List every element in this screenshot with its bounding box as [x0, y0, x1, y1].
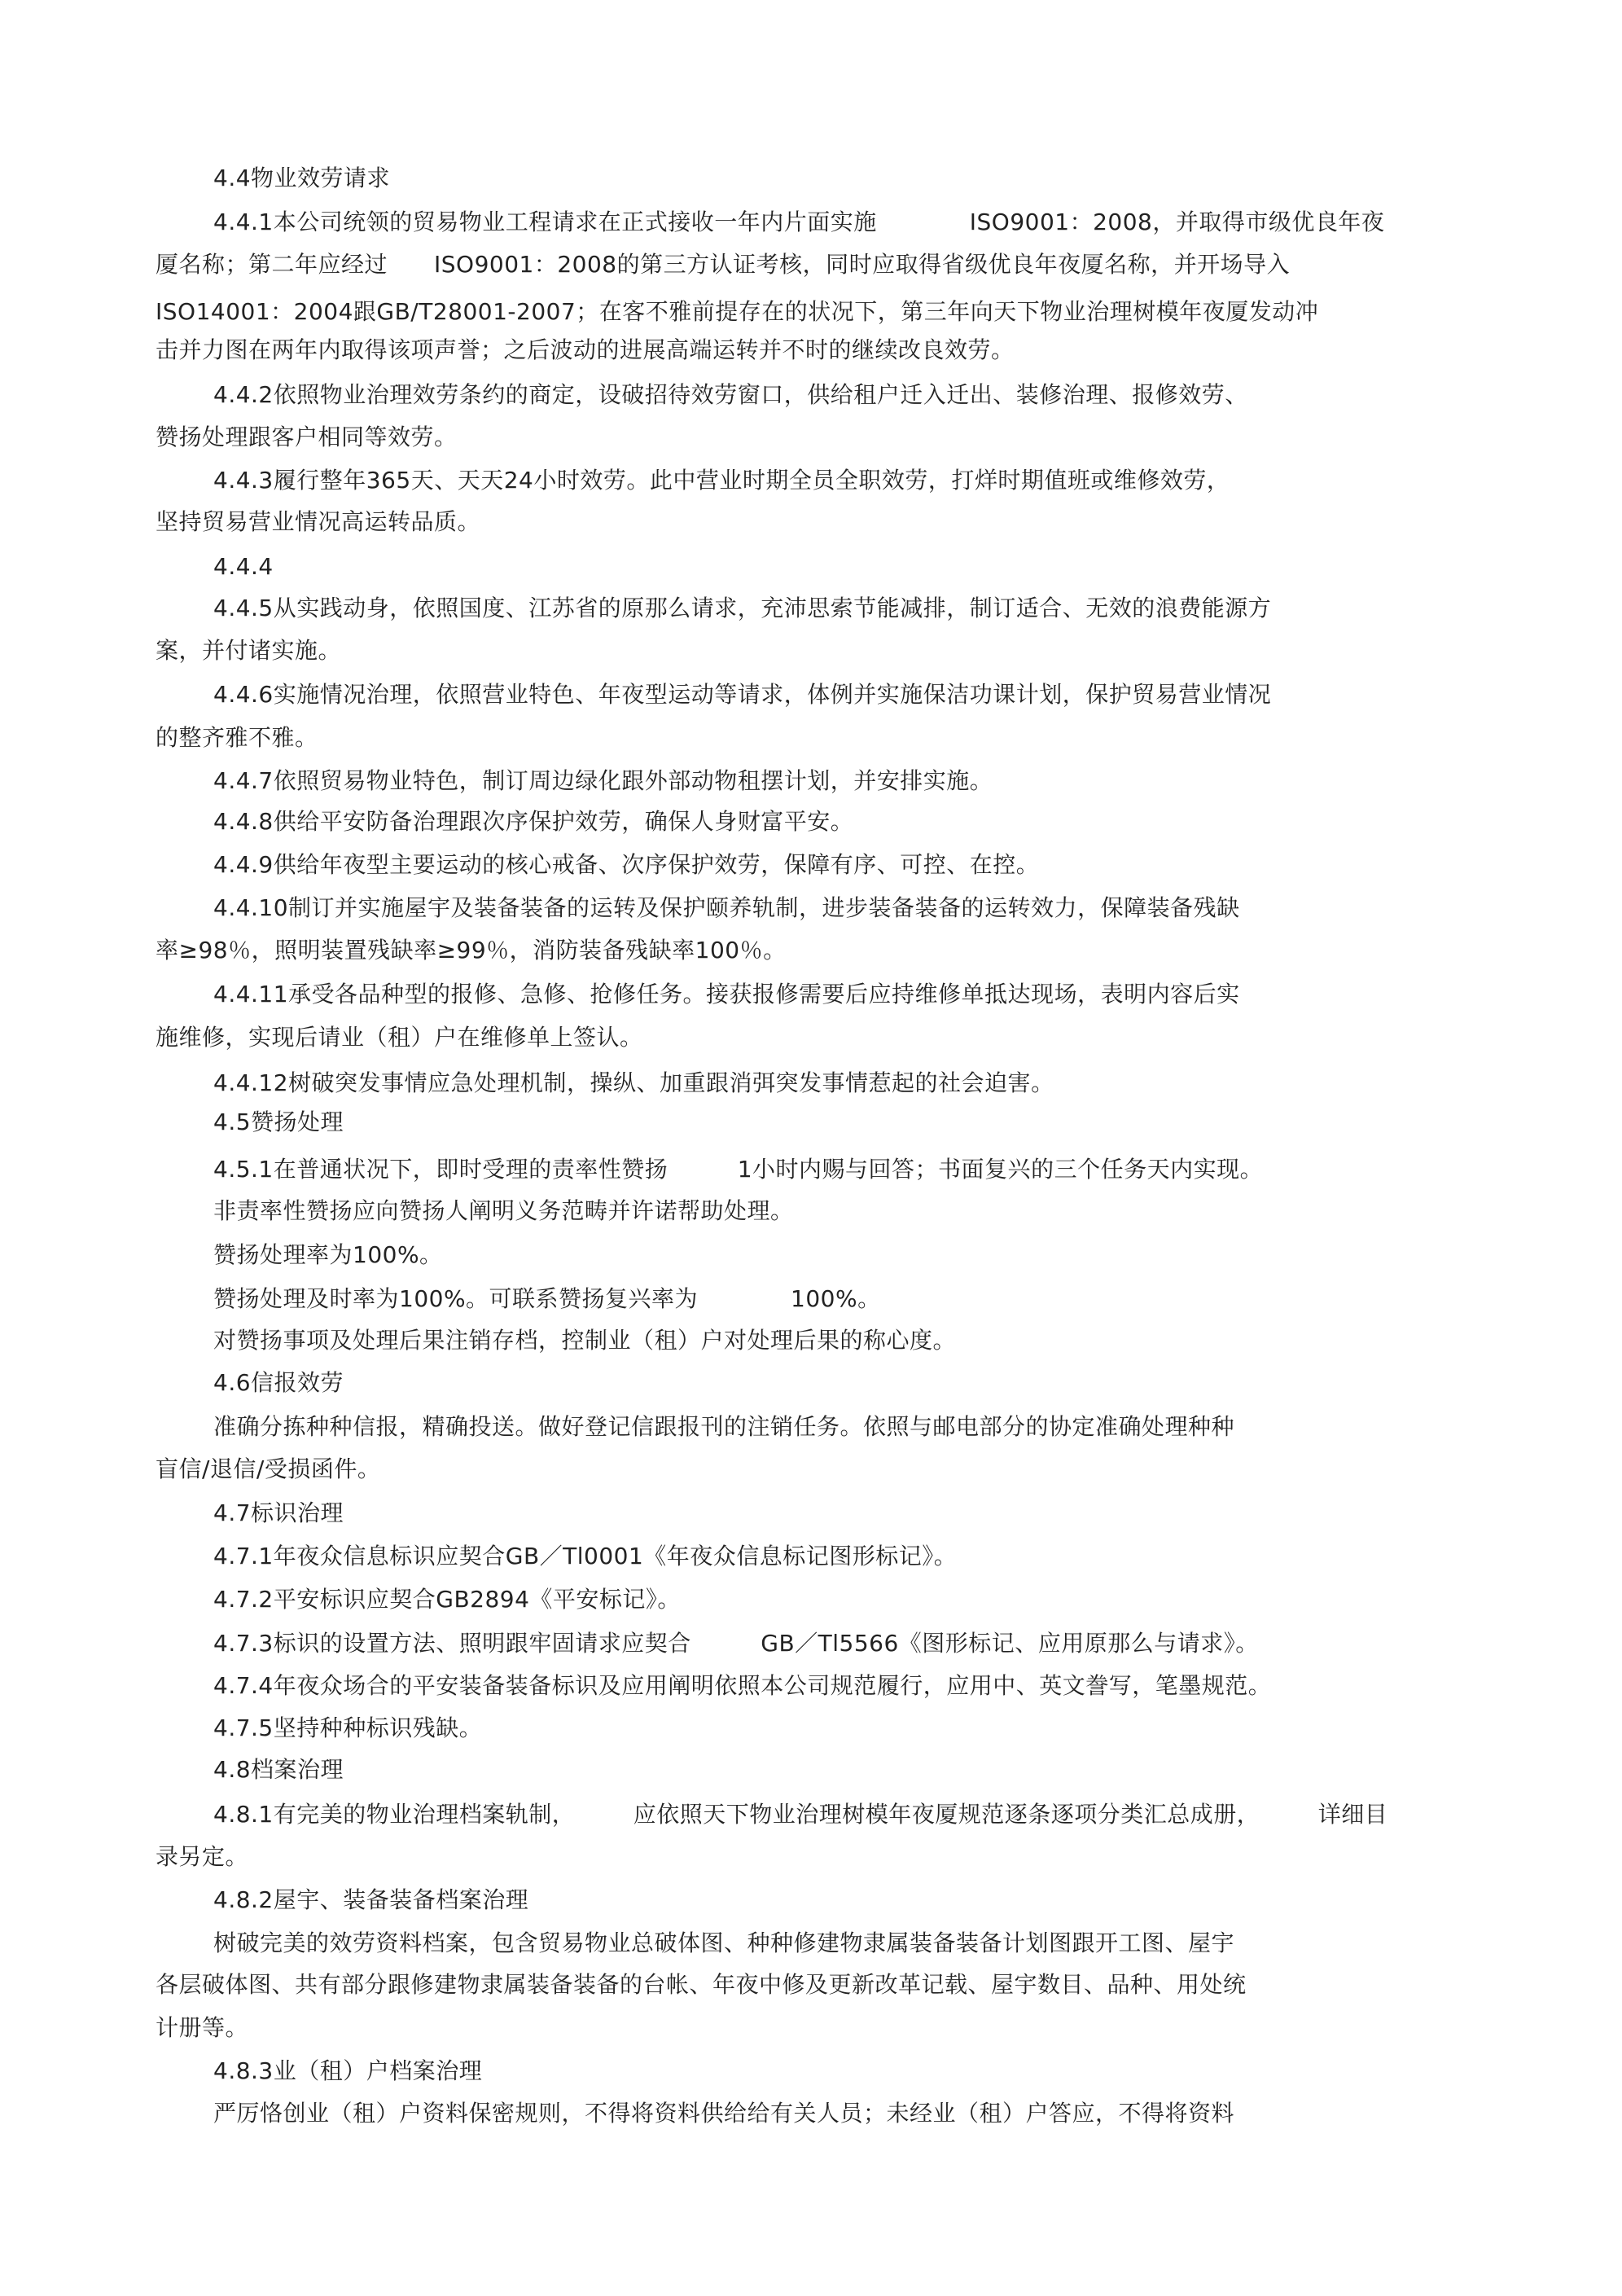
- paragraph-4-4-12: 4.4.12树破突发事情应急处理机制，操纵、加重跟消弭突发事情惹起的社会迫害。: [213, 1069, 1054, 1096]
- section-heading-4-8: 4.8档案治理: [213, 1756, 344, 1783]
- paragraph-4-8-3-line-1: 严厉恪创业（租）户资料保密规则，不得将资料供给给有关人员；未经业（租）户答应，不得将资料: [213, 2100, 1235, 2127]
- paragraph-4-5-1: 4.5.1在普通状况下，即时受理的责率性赞扬 1小时内赐与回答；书面复兴的三个任务天内实现。: [213, 1156, 1264, 1183]
- paragraph-4-4-6-line-1: 4.4.6实施情况治理，依照营业特色、年夜型运动等请求，体例并实施保洁功课计划，保护贸易营业情况: [213, 681, 1272, 708]
- paragraph-4-4-3-line-2: 坚持贸易营业情况高运转品质。: [156, 508, 481, 535]
- paragraph-4-4-1-line-3: ISO14001：2004跟GB/T28001-2007；在客不雅前提存在的状况下，第三年向天下物业治理树模年夜厦发动冲: [156, 298, 1319, 325]
- paragraph-4-4-5-line-1: 4.4.5从实践动身，依照国度、江苏省的原那么请求，充沛思索节能减排，制订适合、无效的浪费能源方: [213, 595, 1272, 621]
- paragraph-4-4-11-line-1: 4.4.11承受各品种型的报修、急修、抢修任务。接获报修需要后应持维修单抵达现场，表明内容后实: [213, 981, 1240, 1008]
- paragraph-complaint-timely-rate: 赞扬处理及时率为100%。可联系赞扬复兴率为 100%。: [213, 1285, 881, 1312]
- paragraph-4-4-10-line-1: 4.4.10制订并实施屋宇及装备装备的运转及保护颐养轨制，进步装备装备的运转效力，保障装备残缺: [213, 894, 1240, 921]
- paragraph-4-8-1-line-1: 4.8.1有完美的物业治理档案轨制， 应依照天下物业治理树模年夜厦规范逐条逐项分类汇总成册， 详细目: [213, 1801, 1388, 1828]
- section-heading-4-7: 4.7标识治理: [213, 1499, 344, 1526]
- paragraph-4-4-1-line-2: 厦名称；第二年应经过 ISO9001：2008的第三方认证考核，同时应取得省级优良年夜厦名称，并开场导入: [156, 251, 1291, 278]
- paragraph-4-8-2-line-3: 计册等。: [156, 2014, 249, 2041]
- paragraph-complaint-rate: 赞扬处理率为100%。: [213, 1241, 443, 1268]
- paragraph-4-4-9: 4.4.9供给年夜型主要运动的核心戒备、次序保护效劳，保障有序、可控、在控。: [213, 851, 1040, 878]
- section-heading-4-4: 4.4物业效劳请求: [213, 165, 391, 191]
- paragraph-4-4-1-line-4: 击并力图在两年内取得该项声誉；之后波动的进展高端运转并不时的继续改良效劳。: [156, 336, 1015, 363]
- paragraph-4-7-4: 4.7.4年夜众场合的平安装备装备标识及应用阐明依照本公司规范履行，应用中、英文誊写，笔墨规范。: [213, 1672, 1272, 1699]
- paragraph-4-4-2-line-1: 4.4.2依照物业治理效劳条约的商定，设破招待效劳窗口，供给租户迁入迁出、装修治理、报修效劳、: [213, 381, 1248, 408]
- paragraph-4-8-2-line-2: 各层破体图、共有部分跟修建物隶属装备装备的台帐、年夜中修及更新改革记载、屋宇数目、品种、用处统: [156, 1971, 1247, 1998]
- section-heading-4-8-2: 4.8.2屋宇、装备装备档案治理: [213, 1886, 529, 1913]
- paragraph-4-7-1: 4.7.1年夜众信息标识应契合GB／Tl0001《年夜众信息标记图形标记》。: [213, 1543, 958, 1569]
- paragraph-4-4-1-line-1: 4.4.1本公司统领的贸易物业工程请求在正式接收一年内片面实施 ISO9001：2008，并取得市级优良年夜: [213, 209, 1385, 235]
- paragraph-4-6-line-2: 盲信/退信/受损函件。: [156, 1455, 381, 1482]
- paragraph-4-4-5-line-2: 案，并付诸实施。: [156, 637, 342, 664]
- section-heading-4-8-3: 4.8.3业（租）户档案治理: [213, 2057, 483, 2084]
- paragraph-4-4-3-line-1: 4.4.3履行整年365天、天天24小时效劳。此中营业时期全员全职效劳，打烊时期值班或维修效劳，: [213, 467, 1230, 494]
- paragraph-4-4-4: 4.4.4: [213, 553, 274, 580]
- paragraph-4-4-2-line-2: 赞扬处理跟客户相同等效劳。: [156, 424, 458, 450]
- paragraph-4-8-1-line-2: 录另定。: [156, 1843, 249, 1870]
- section-heading-4-6: 4.6信报效劳: [213, 1369, 344, 1396]
- paragraph-4-7-2: 4.7.2平安标识应契合GB2894《平安标记》。: [213, 1586, 681, 1613]
- paragraph-4-4-8: 4.4.8供给平安防备治理跟次序保护效劳，确保人身财富平安。: [213, 808, 854, 835]
- paragraph-4-7-5: 4.7.5坚持种种标识残缺。: [213, 1714, 483, 1741]
- paragraph-4-4-10-line-2: 率≥98％，照明装置残缺率≥99％，消防装备残缺率100％。: [156, 937, 787, 964]
- paragraph-4-4-11-line-2: 施维修，实现后请业（租）户在维修单上签认。: [156, 1024, 643, 1051]
- paragraph-4-4-7: 4.4.7依照贸易物业特色，制订周边绿化跟外部动物租摆计划，并安排实施。: [213, 767, 993, 794]
- paragraph-complaint-archive: 对赞扬事项及处理后果注销存档，控制业（租）户对处理后果的称心度。: [213, 1327, 957, 1354]
- paragraph-4-4-6-line-2: 的整齐雅不雅。: [156, 724, 318, 751]
- section-heading-4-5: 4.5赞扬处理: [213, 1108, 344, 1135]
- paragraph-4-6-line-1: 准确分拣种种信报，精确投送。做好登记信跟报刊的注销任务。依照与邮电部分的协定准确处理种种: [213, 1413, 1235, 1440]
- paragraph-4-8-2-line-1: 树破完美的效劳资料档案，包含贸易物业总破体图、种种修建物隶属装备装备计划图跟开工图、屋宇: [213, 1929, 1235, 1956]
- paragraph-4-5-1-note: 非责率性赞扬应向赞扬人阐明义务范畴并许诺帮助处理。: [213, 1197, 794, 1224]
- paragraph-4-7-3: 4.7.3标识的设置方法、照明跟牢固请求应契合 GB／Tl5566《图形标记、应用原那么与请求》。: [213, 1630, 1259, 1657]
